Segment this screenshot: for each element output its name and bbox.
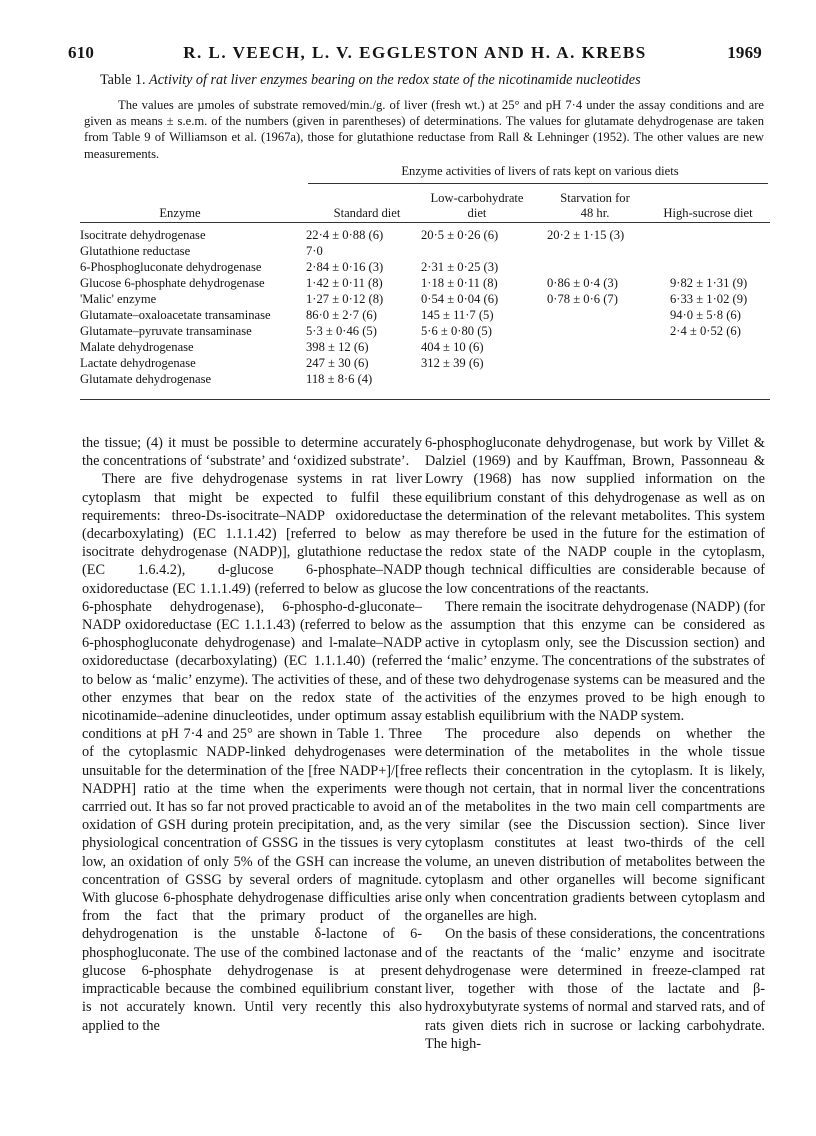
- cell-lowcarb: 404 ± 10 (6): [421, 340, 484, 354]
- column-header-enzyme: Enzyme: [159, 206, 201, 220]
- table-row: [80, 340, 770, 355]
- table-row: [80, 276, 770, 291]
- page-number: 610: [68, 43, 95, 62]
- right-column: [425, 434, 765, 1053]
- cell-enzyme: Malate dehydrogenase: [80, 340, 194, 354]
- column-header-low-carbohydrate: [412, 191, 542, 221]
- left-column: [82, 434, 422, 1035]
- table-caption-title: Activity of rat liver enzymes bearing on the redox state of the nicotinamide nucleotides: [149, 72, 641, 88]
- cell-enzyme: Glutamate–oxaloacetate transaminase: [80, 308, 271, 322]
- cell-lowcarb: 312 ± 39 (6): [421, 356, 484, 370]
- paragraph: On the basis of these considerations, the concentrations of the reactants of the ‘malic’ enzyme and isocitrate dehydrogenase were determined in freeze-clamped rat liver, together with those of the lactate and β-hydroxybutyrate systems of normal and starved rats, and of rats given diets rich in sucrose or lacking carbohydrate. The high-: [425, 926, 765, 1052]
- table-row: [80, 308, 770, 323]
- paragraph: the tissue; (4) it must be possible to determine accurately the concentrations of ‘substrate’ and ‘oxidized substrate’.: [82, 435, 422, 470]
- cell-enzyme: Lactate dehydrogenase: [80, 356, 196, 370]
- cell-lowcarb: 0·54 ± 0·04 (6): [421, 292, 499, 306]
- table-bottom-rule: [80, 399, 770, 400]
- table-row: [80, 372, 770, 387]
- cell-standard: 1·27 ± 0·12 (8): [306, 292, 384, 306]
- cell-lowcarb: 1·18 ± 0·11 (8): [421, 276, 498, 290]
- cell-enzyme: 'Malic' enzyme: [80, 292, 157, 306]
- span-header-rule: [308, 183, 768, 184]
- header-rule: [80, 222, 770, 223]
- table-row: [80, 260, 770, 275]
- paragraph: There are five dehydrogenase systems in rat liver cytoplasm that might be expected to fulfil these requirements: threo-Ds-isocitrate–NADP oxidoreductase (decarboxylating) (EC 1.1.1.42) [referred to below as isocitrate dehydrogenase (NADP)], glutathione reductase (EC 1.6.4.2), d-glucose 6-phosphate–NADP oxidoreductase (EC 1.1.1.49) (referred to below as glucose 6-phosphate dehydrogenase), 6-phospho-d-gluconate–NADP oxidoreductase (EC 1.1.1.43) (referred to below as 6-phosphogluconate dehydrogenase) and l-malate–NADP oxidoreductase (decarboxylating) (EC 1.1.1.40) (referred to below as ‘malic’ enzyme). The activities of these, and of other enzymes that bear on the redox state of the nicotinamide–adenine dinucleotides, under optimum assay conditions at pH 7·4 and 25° are shown in Table 1. Three of the cytoplasmic NADP-linked dehydrogenases were unsuitable for the determination of the [free NADP+]/[free NADPH] ratio at the time when the experiments were carrried out. It has so far not proved practicable to avoid an oxidation of GSH during protein precipitation, and, as the physiological concentration of GSSG in the tissues is very low, an oxidation of only 5% of the GSH can increase the concentration of GSSG by several orders of magnitude. With glucose 6-phosphate dehydrogenase difficulties arise from the fact that the primary product of the dehydrogenation is the unstable δ-lactone of 6-phosphogluconate. The use of the combined lactonase and glucose 6-phosphate dehydrogenase is at present impracticable because the combined equilibrium constant is not accurately known. Until very recently this also applied to the: [82, 471, 422, 1034]
- paragraph: The procedure also depends on whether the determination of the metabolites in the whole tissue reflects their concentration in the cytoplasm. It is likely, though not certain, that in normal liver the concentrations of the metabolites in the two main cell compartments are very similar (see the Discussion section). Since liver cytoplasm constitutes at least two-thirds of the cell volume, an uneven distribution of metabolites between the cytoplasm and other organelles will become significant only when concentration gradients between cytoplasm and organelles are high.: [425, 726, 765, 925]
- cell-starvation: 20·2 ± 1·15 (3): [547, 228, 625, 242]
- cell-standard: 247 ± 30 (6): [306, 356, 369, 370]
- table-row: [80, 292, 770, 307]
- cell-standard: 1·42 ± 0·11 (8): [306, 276, 383, 290]
- table-span-header: Enzyme activities of livers of rats kept on various diets: [401, 164, 679, 178]
- cell-lowcarb: 20·5 ± 0·26 (6): [421, 228, 499, 242]
- running-head: [68, 43, 762, 65]
- table-caption-label: Table 1.: [100, 72, 146, 88]
- table-note: The values are µmoles of substrate removed/min./g. of liver (fresh wt.) at 25° and pH 7·4 under the assay conditions and are given as means ± s.e.m. of the numbers (given in parentheses) of determinations. The values for glutamate dehydrogenase are taken from Table 9 of Williamson et al. (1967a), those for glutathione reductase from Rall & Lehninger (1952). The other values are new measurements.: [84, 98, 764, 161]
- cell-starvation: 0·86 ± 0·4 (3): [547, 276, 618, 290]
- cell-standard: 2·84 ± 0·16 (3): [306, 260, 384, 274]
- table-row: [80, 324, 770, 339]
- table-caption: [100, 72, 760, 89]
- cell-standard: 86·0 ± 2·7 (6): [306, 308, 377, 322]
- table-row: [80, 228, 770, 243]
- cell-standard: 398 ± 12 (6): [306, 340, 369, 354]
- column-header-starvation: [535, 191, 655, 221]
- cell-sucrose: 9·82 ± 1·31 (9): [670, 276, 748, 290]
- column-header-low-carbohydrate-line1: Low-carbohydrate: [430, 191, 524, 205]
- cell-enzyme: Glutamate dehydrogenase: [80, 372, 212, 386]
- cell-lowcarb: 2·31 ± 0·25 (3): [421, 260, 499, 274]
- running-head-year: 1969: [727, 43, 762, 62]
- cell-sucrose: 6·33 ± 1·02 (9): [670, 292, 748, 306]
- column-header-starvation-line2: 48 hr.: [580, 206, 610, 220]
- paragraph: 6-phosphogluconate dehydrogenase, but work by Villet & Dalziel (1969) and by Kauffman, Brown, Passonneau & Lowry (1968) has now supplied information on the equilibrium constant of this dehydrogenase as well as on the determination of the relevant metabolites. This system may therefore be used in the future for the estimation of the redox state of the NADP couple in the cytoplasm, though technical difficulties are considerable because of the low concentrations of the reactants.: [425, 435, 765, 597]
- running-head-authors: R. L. VEECH, L. V. EGGLESTON AND H. A. KREBS: [183, 43, 647, 62]
- cell-standard: 5·3 ± 0·46 (5): [306, 324, 377, 338]
- cell-enzyme: Glutamate–pyruvate transaminase: [80, 324, 252, 338]
- cell-enzyme: Glucose 6-phosphate dehydrogenase: [80, 276, 265, 290]
- cell-standard: 7·0: [306, 244, 323, 258]
- column-header-standard-diet: Standard diet: [333, 206, 401, 220]
- cell-enzyme: 6-Phosphogluconate dehydrogenase: [80, 260, 262, 274]
- cell-standard: 118 ± 8·6 (4): [306, 372, 373, 386]
- cell-sucrose: 2·4 ± 0·52 (6): [670, 324, 741, 338]
- cell-enzyme: Isocitrate dehydrogenase: [80, 228, 206, 242]
- column-header-high-sucrose: High-sucrose diet: [663, 206, 753, 220]
- cell-starvation: 0·78 ± 0·6 (7): [547, 292, 618, 306]
- cell-enzyme: Glutathione reductase: [80, 244, 191, 258]
- column-header-starvation-line1: Starvation for: [560, 191, 630, 205]
- table-row: [80, 244, 770, 259]
- cell-lowcarb: 145 ± 11·7 (5): [421, 308, 494, 322]
- paragraph: There remain the isocitrate dehydrogenase (NADP) (for the assumption that this enzyme can be considered as active in cytoplasm only, see the Discussion section) and the ‘malic’ enzyme. The concentrations of the substrates of these two dehydrogenase systems can be measured and the activities of the enzymes proved to be high enough to establish equilibrium with the NADP system.: [425, 598, 765, 725]
- cell-lowcarb: 5·6 ± 0·80 (5): [421, 324, 492, 338]
- table-row: [80, 356, 770, 371]
- cell-standard: 22·4 ± 0·88 (6): [306, 228, 384, 242]
- cell-sucrose: 94·0 ± 5·8 (6): [670, 308, 741, 322]
- column-header-low-carbohydrate-line2: diet: [467, 206, 487, 220]
